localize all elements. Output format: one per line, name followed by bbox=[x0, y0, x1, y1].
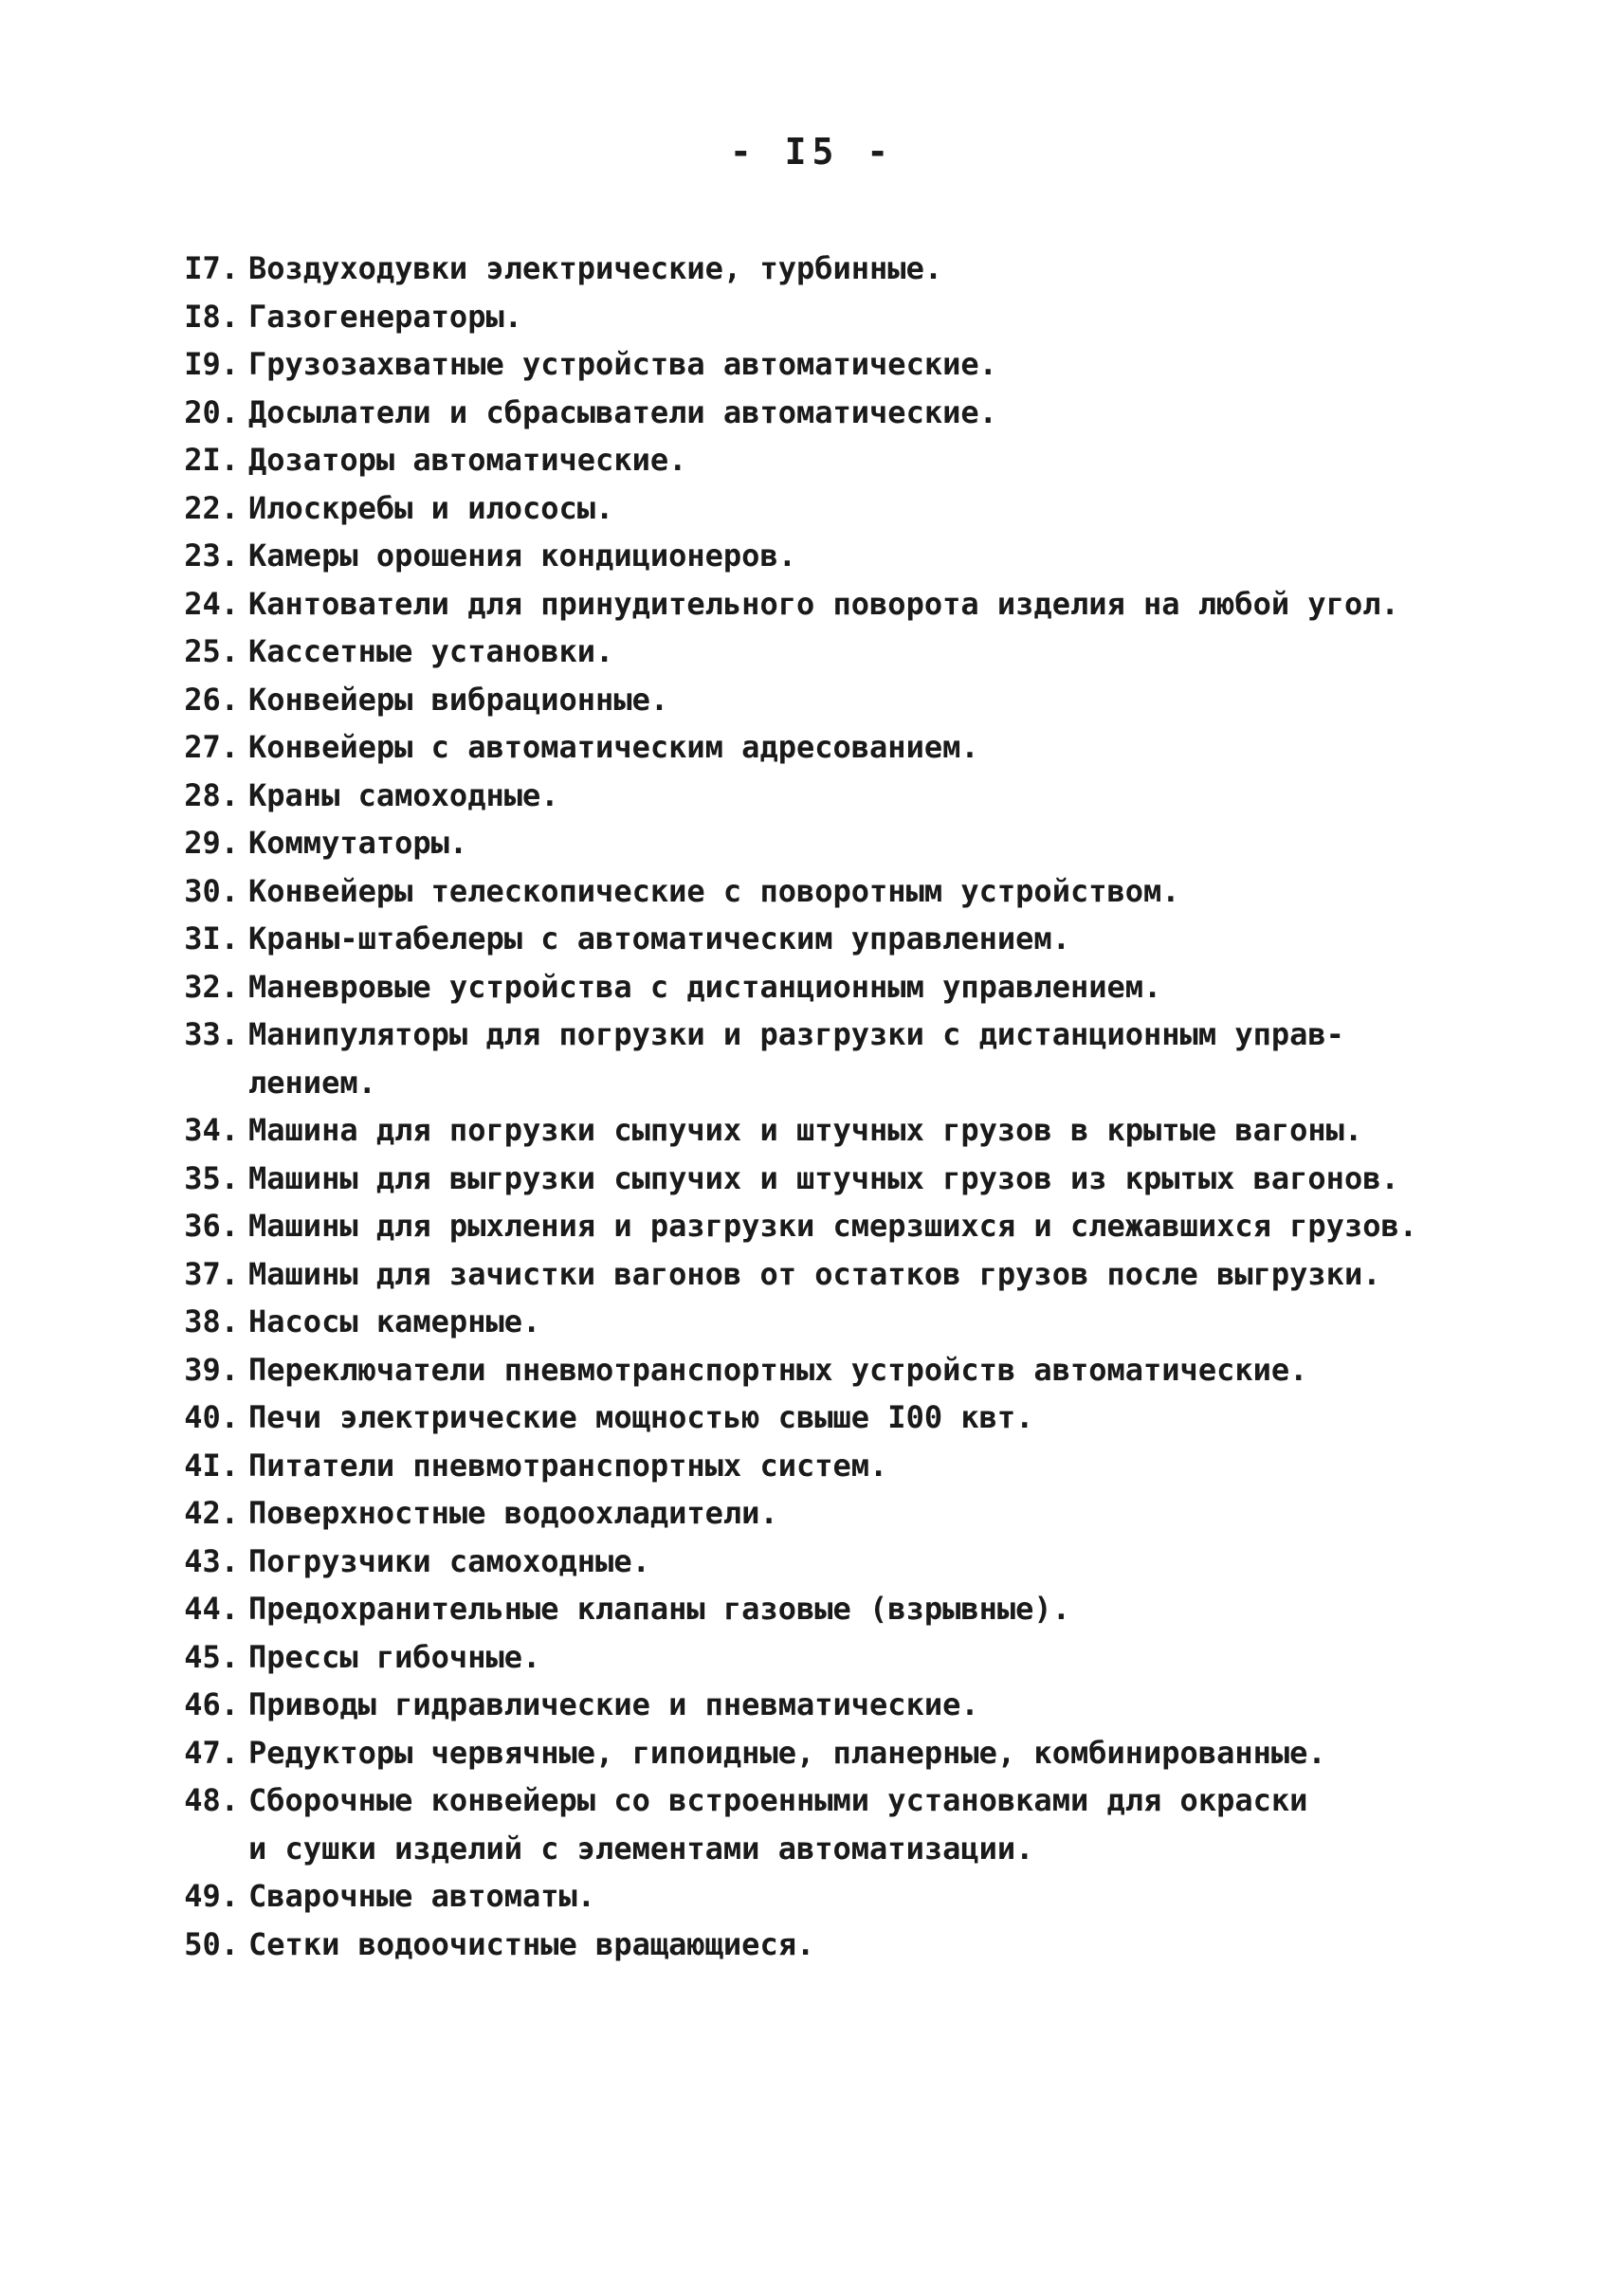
item-number: 26. bbox=[184, 681, 239, 718]
list-item bbox=[152, 1489, 1498, 1538]
item-text: Прессы гибочные. bbox=[248, 1638, 541, 1675]
list-item bbox=[152, 772, 1498, 820]
item-text: Сборочные конвейеры со встроенными установками для окраски и сушки изделий с элементами автоматизации. bbox=[248, 1782, 1308, 1867]
item-text: Досылатели и сбрасыватели автоматические. bbox=[248, 393, 997, 430]
item-number: 36. bbox=[184, 1208, 239, 1244]
list-item bbox=[152, 1106, 1498, 1155]
list-item bbox=[152, 532, 1498, 580]
item-number: I8. bbox=[184, 298, 239, 335]
list-item bbox=[152, 1011, 1498, 1106]
equipment-list bbox=[152, 245, 1498, 1968]
list-item bbox=[152, 1681, 1498, 1729]
item-text: Предохранительные клапаны газовые (взрывные). bbox=[248, 1591, 1070, 1627]
item-text: Конвейеры вибрационные. bbox=[248, 681, 669, 718]
list-item bbox=[152, 245, 1498, 293]
item-text: Сварочные автоматы. bbox=[248, 1878, 596, 1914]
item-text: Поверхностные водоохладители. bbox=[248, 1495, 778, 1531]
item-text: Кантователи для принудительного поворота изделия на любой угол. bbox=[248, 585, 1399, 622]
item-text: Коммутаторы. bbox=[248, 825, 468, 861]
list-item bbox=[152, 293, 1498, 341]
list-item bbox=[152, 484, 1498, 533]
list-item bbox=[152, 1776, 1498, 1872]
item-number: 44. bbox=[184, 1591, 239, 1627]
list-item bbox=[152, 628, 1498, 676]
item-text: Машина для погрузки сыпучих и штучных грузов в крытые вагоны. bbox=[248, 1112, 1363, 1148]
list-item bbox=[152, 1442, 1498, 1490]
item-text: Машины для выгрузки сыпучих и штучных грузов из крытых вагонов. bbox=[248, 1159, 1399, 1196]
item-number: 27. bbox=[184, 729, 239, 765]
list-item bbox=[152, 915, 1498, 963]
item-number: 43. bbox=[184, 1542, 239, 1579]
list-item bbox=[152, 340, 1498, 389]
item-number: 40. bbox=[184, 1399, 239, 1435]
item-number: 23. bbox=[184, 537, 239, 574]
item-number: 33. bbox=[184, 1016, 239, 1052]
item-text: Машины для рыхления и разгрузки смерзшихся и слежавшихся грузов. bbox=[248, 1208, 1417, 1244]
item-text: Конвейеры телескопические с поворотным устройством. bbox=[248, 872, 1180, 909]
item-text: Дозаторы автоматические. bbox=[248, 442, 687, 478]
list-item bbox=[152, 819, 1498, 867]
item-number: 22. bbox=[184, 489, 239, 526]
item-number: 38. bbox=[184, 1303, 239, 1339]
item-number: 39. bbox=[184, 1351, 239, 1388]
item-number: I9. bbox=[184, 346, 239, 382]
list-item bbox=[152, 1872, 1498, 1921]
item-text: Краны-штабелеры с автоматическим управлением. bbox=[248, 920, 1070, 956]
item-number: 34. bbox=[184, 1112, 239, 1148]
item-text: Машины для зачистки вагонов от остатков грузов после выгрузки. bbox=[248, 1255, 1381, 1292]
item-text: Газогенераторы. bbox=[248, 298, 522, 335]
list-item bbox=[152, 1250, 1498, 1299]
item-number: 28. bbox=[184, 776, 239, 813]
item-text: Сетки водоочистные вращающиеся. bbox=[248, 1925, 815, 1962]
item-number: 49. bbox=[184, 1878, 239, 1914]
list-item bbox=[152, 1346, 1498, 1394]
list-item bbox=[152, 1202, 1498, 1250]
item-text: Краны самоходные. bbox=[248, 776, 559, 813]
item-number: 24. bbox=[184, 585, 239, 622]
list-item bbox=[152, 436, 1498, 484]
list-item bbox=[152, 389, 1498, 437]
item-text: Переключатели пневмотранспортных устройств автоматические. bbox=[248, 1351, 1308, 1388]
item-number: 4I. bbox=[184, 1447, 239, 1484]
item-text: Питатели пневмотранспортных систем. bbox=[248, 1447, 888, 1484]
list-item bbox=[152, 723, 1498, 772]
item-number: 42. bbox=[184, 1495, 239, 1531]
item-number: 48. bbox=[184, 1782, 239, 1818]
item-number: 35. bbox=[184, 1159, 239, 1196]
item-number: 3I. bbox=[184, 920, 239, 956]
item-number: 46. bbox=[184, 1686, 239, 1722]
item-number: I7. bbox=[184, 250, 239, 286]
list-item bbox=[152, 1538, 1498, 1586]
list-item bbox=[152, 1155, 1498, 1203]
list-item bbox=[152, 1298, 1498, 1346]
item-text: Приводы гидравлические и пневматические. bbox=[248, 1686, 979, 1722]
list-item bbox=[152, 1633, 1498, 1682]
list-item bbox=[152, 1585, 1498, 1633]
page-number: - I5 - bbox=[729, 131, 895, 173]
item-text: Илоскребы и илососы. bbox=[248, 489, 614, 526]
item-text: Грузозахватные устройства автоматические. bbox=[248, 346, 997, 382]
list-item bbox=[152, 867, 1498, 916]
item-number: 37. bbox=[184, 1255, 239, 1292]
item-number: 29. bbox=[184, 825, 239, 861]
item-number: 30. bbox=[184, 872, 239, 909]
item-number: 25. bbox=[184, 633, 239, 669]
item-text: Погрузчики самоходные. bbox=[248, 1542, 650, 1579]
item-number: 45. bbox=[184, 1638, 239, 1675]
item-number: 20. bbox=[184, 393, 239, 430]
item-number: 50. bbox=[184, 1925, 239, 1962]
list-item bbox=[152, 1393, 1498, 1442]
list-item bbox=[152, 580, 1498, 628]
item-text: Маневровые устройства с дистанционным управлением. bbox=[248, 968, 1162, 1005]
item-text: Редукторы червячные, гипоидные, планерные, комбинированные. bbox=[248, 1734, 1326, 1771]
item-text: Конвейеры с автоматическим адресованием. bbox=[248, 729, 979, 765]
item-number: 2I. bbox=[184, 442, 239, 478]
item-text: Камеры орошения кондиционеров. bbox=[248, 537, 796, 574]
item-text: Манипуляторы для погрузки и разгрузки с дистанционным управ- лением. bbox=[248, 1016, 1344, 1101]
list-item bbox=[152, 963, 1498, 1011]
item-text: Печи электрические мощностью свыше I00 квт. bbox=[248, 1399, 1034, 1435]
list-item bbox=[152, 676, 1498, 724]
item-number: 32. bbox=[184, 968, 239, 1005]
item-text: Воздуходувки электрические, турбинные. bbox=[248, 250, 943, 286]
list-item bbox=[152, 1729, 1498, 1777]
list-item bbox=[152, 1921, 1498, 1969]
item-text: Насосы камерные. bbox=[248, 1303, 541, 1339]
item-number: 47. bbox=[184, 1734, 239, 1771]
item-text: Кассетные установки. bbox=[248, 633, 614, 669]
